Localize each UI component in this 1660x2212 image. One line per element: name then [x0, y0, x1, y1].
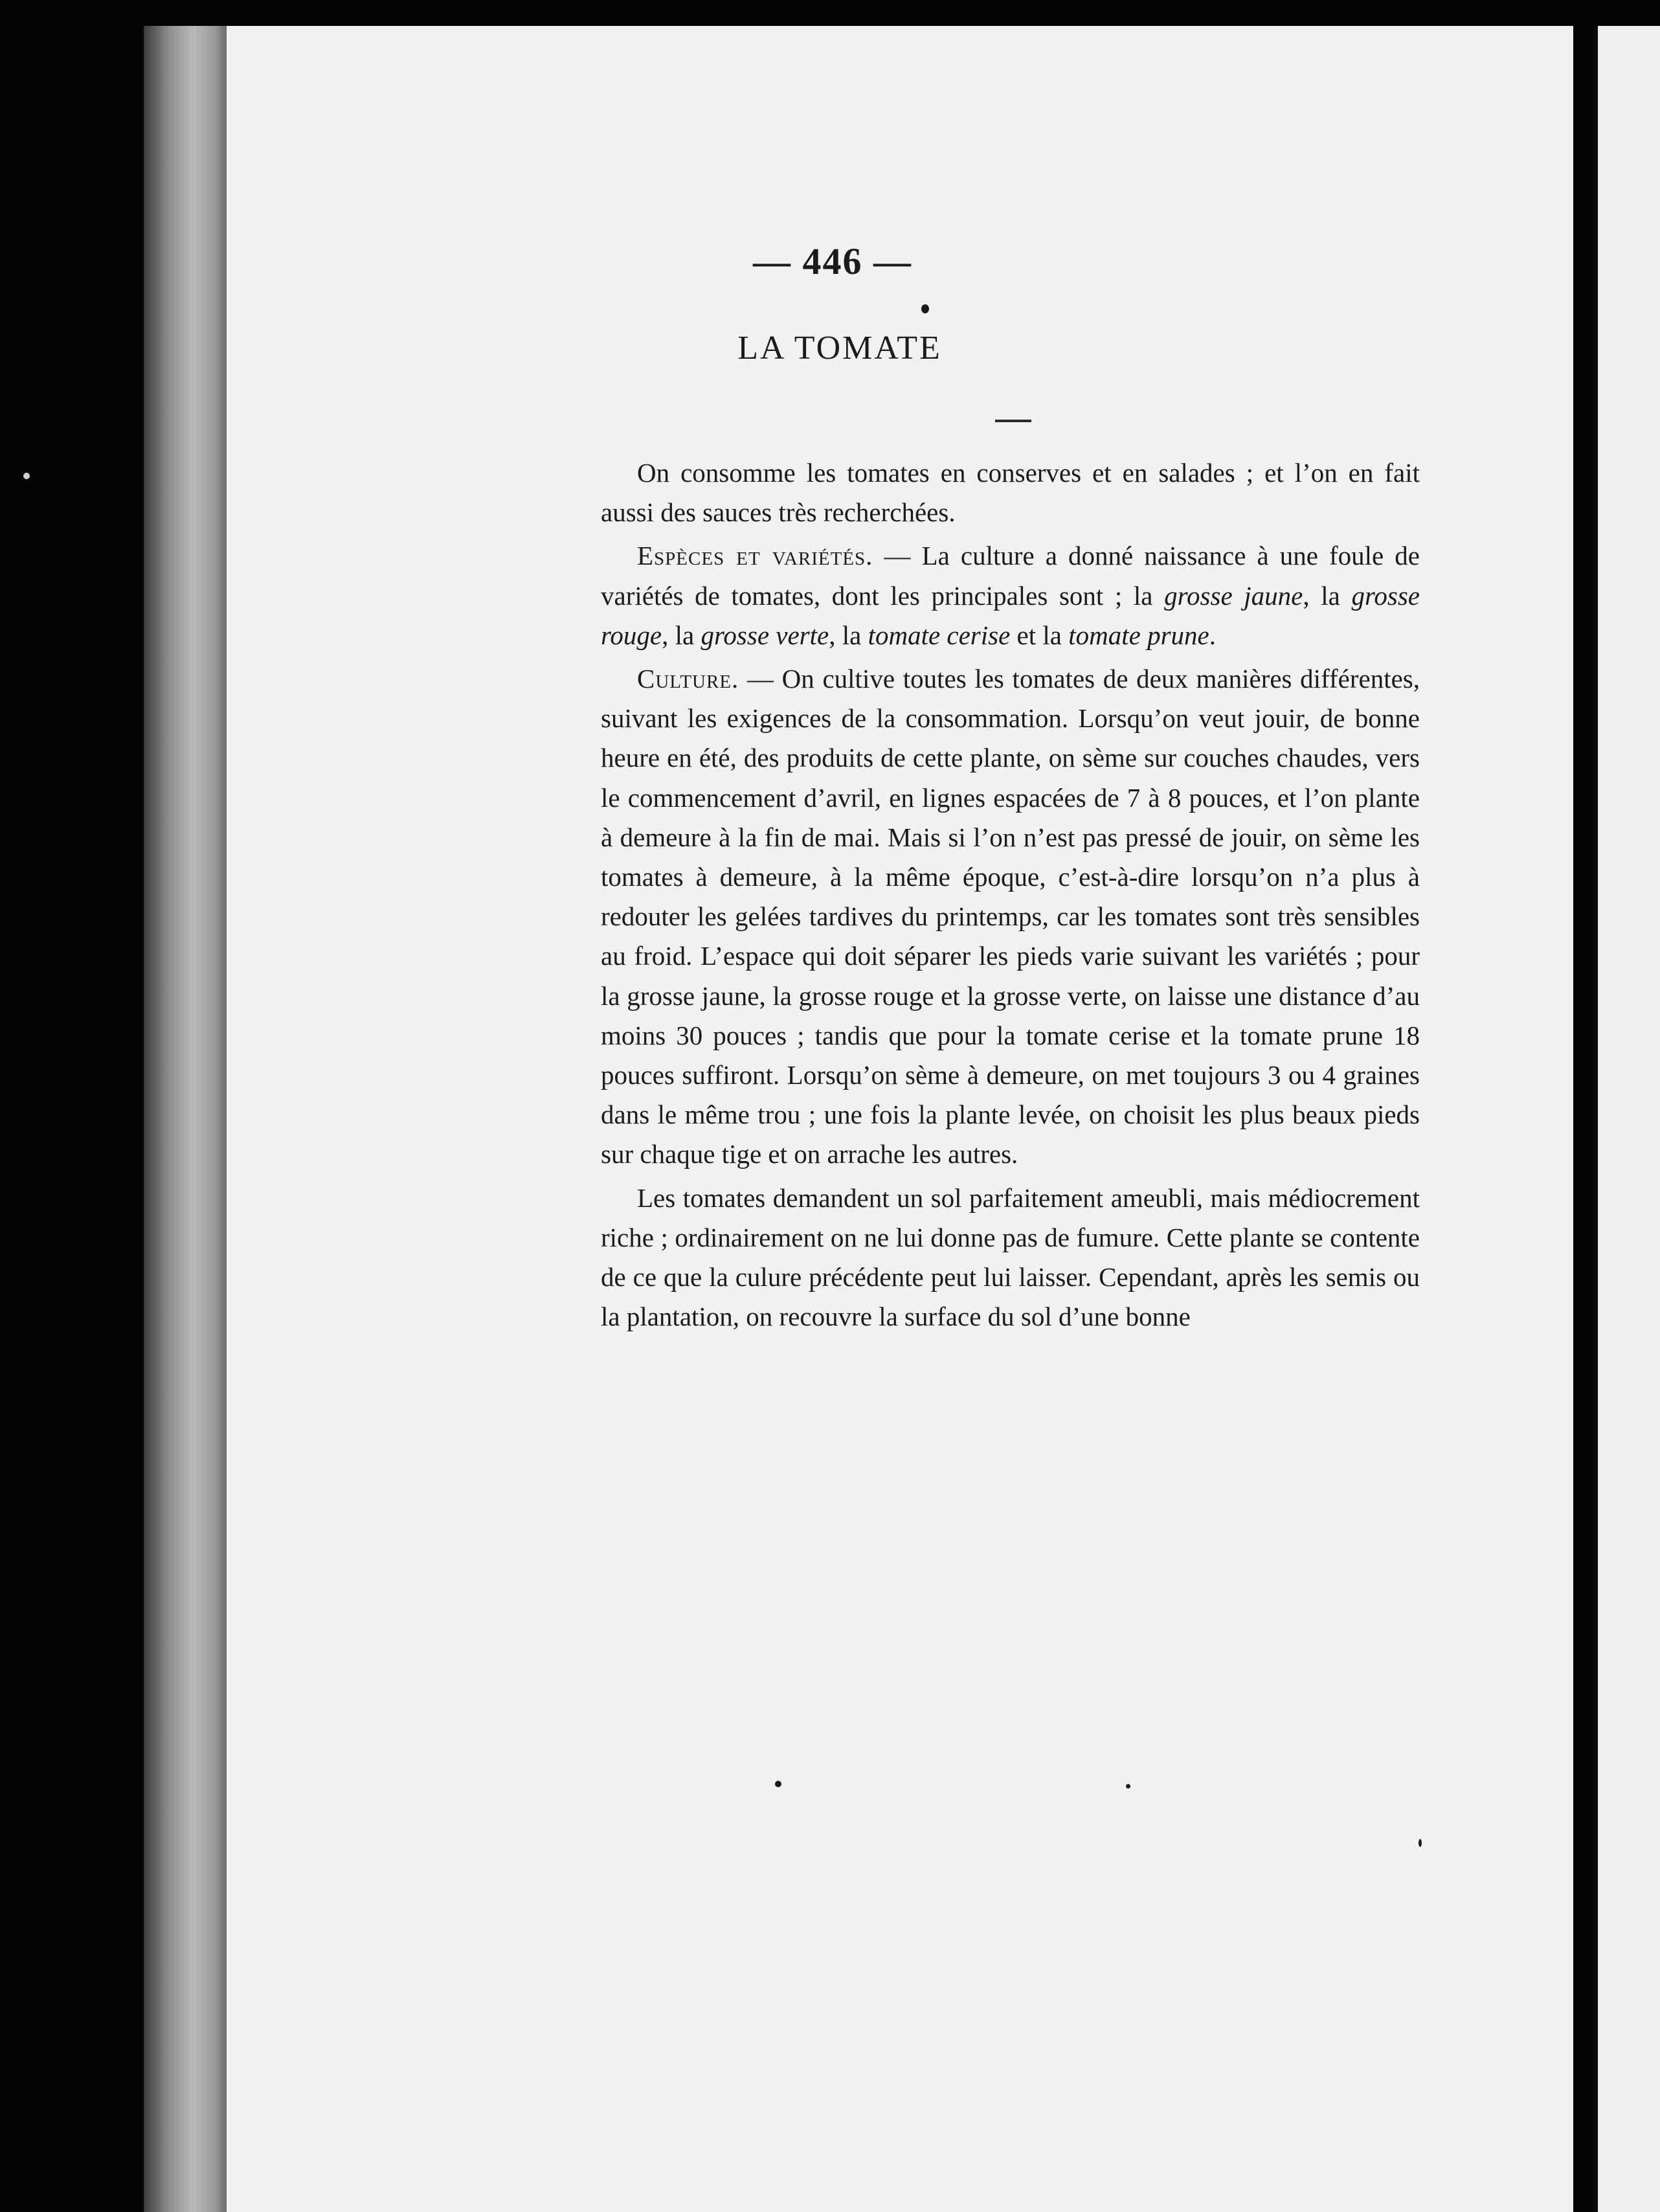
page-number: — 446 —	[753, 240, 912, 282]
variety-name: grosse jaune	[1164, 580, 1303, 611]
paragraph-culture	[601, 659, 1420, 1175]
paragraph-intro: On consomme les tomates en conserves et en salades ; et l’on en fait aussi des sauces très recherchées.	[601, 458, 1420, 528]
sentence-end: .	[1209, 620, 1216, 650]
variety-name: grosse rouge	[601, 580, 1420, 650]
paragraph-sol: Les tomates demandent un sol parfaitement ameubli, mais médiocrement riche ; ordinairement on ne lui donne pas de fumure. Cette plante se contente de ce que la culure précédente peut lui laisser. Cependant, après les semis ou la plantation, on recouvre la surface du sol d’une bonne	[601, 1182, 1420, 1332]
variety-name: tomate cerise	[868, 620, 1011, 650]
scan-speck	[775, 1781, 781, 1787]
body-text	[601, 453, 1420, 1340]
scan-speck	[1126, 1784, 1130, 1789]
chapter-title: LA TOMATE	[737, 330, 942, 367]
especes-text: — La culture a donné naissance à une foule de variétés de tomates, dont les principales sont ; la	[601, 541, 1420, 611]
section-heading-culture: Culture.	[637, 664, 739, 694]
section-heading-especes: Espèces et variétés.	[637, 541, 873, 571]
variety-name: grosse verte	[701, 620, 829, 650]
separator: , la	[1303, 580, 1352, 611]
culture-text: — On cultive toutes les tomates de deux manières différentes, suivant les exigences de la consommation. Lorsqu’on veut jouir, de bonne heure en été, des produits de cette plante, on sème sur couches chaudes, vers le commencement d’avril, en lignes espacées de 7 à 8 pouces, et l’on plante à demeure à la fin de mai. Mais si l’on n’est pas pressé de jouir, on sème les tomates à demeure, à la même époque, c’est-à-dire lorsqu’on n’a plus à redouter les gelées tardives du printemps, car les tomates sont très sensibles au froid. L’espace qui doit séparer les pieds varie suivant les variétés ; pour la grosse jaune, la grosse rouge et la grosse verte, on laisse une distance d’au moins 30 pouces ; tandis que pour la tomate cerise et la tomate prune 18 pouces suffiront. Lorsqu’on sème à demeure, on met toujours 3 ou 4 graines dans le même trou ; une fois la plante levée, on choisit les plus beaux pieds sur chaque tige et on arrache les autres.	[601, 664, 1420, 1169]
paragraph-especes	[601, 536, 1420, 655]
separator: et la	[1010, 620, 1069, 650]
scan-speck	[1419, 1839, 1422, 1847]
scan-speck	[921, 304, 929, 313]
scan-speck	[23, 473, 30, 479]
separator: , la	[662, 620, 701, 650]
separator: , la	[829, 620, 868, 650]
title-divider	[995, 420, 1031, 422]
variety-name: tomate prune	[1068, 620, 1209, 650]
